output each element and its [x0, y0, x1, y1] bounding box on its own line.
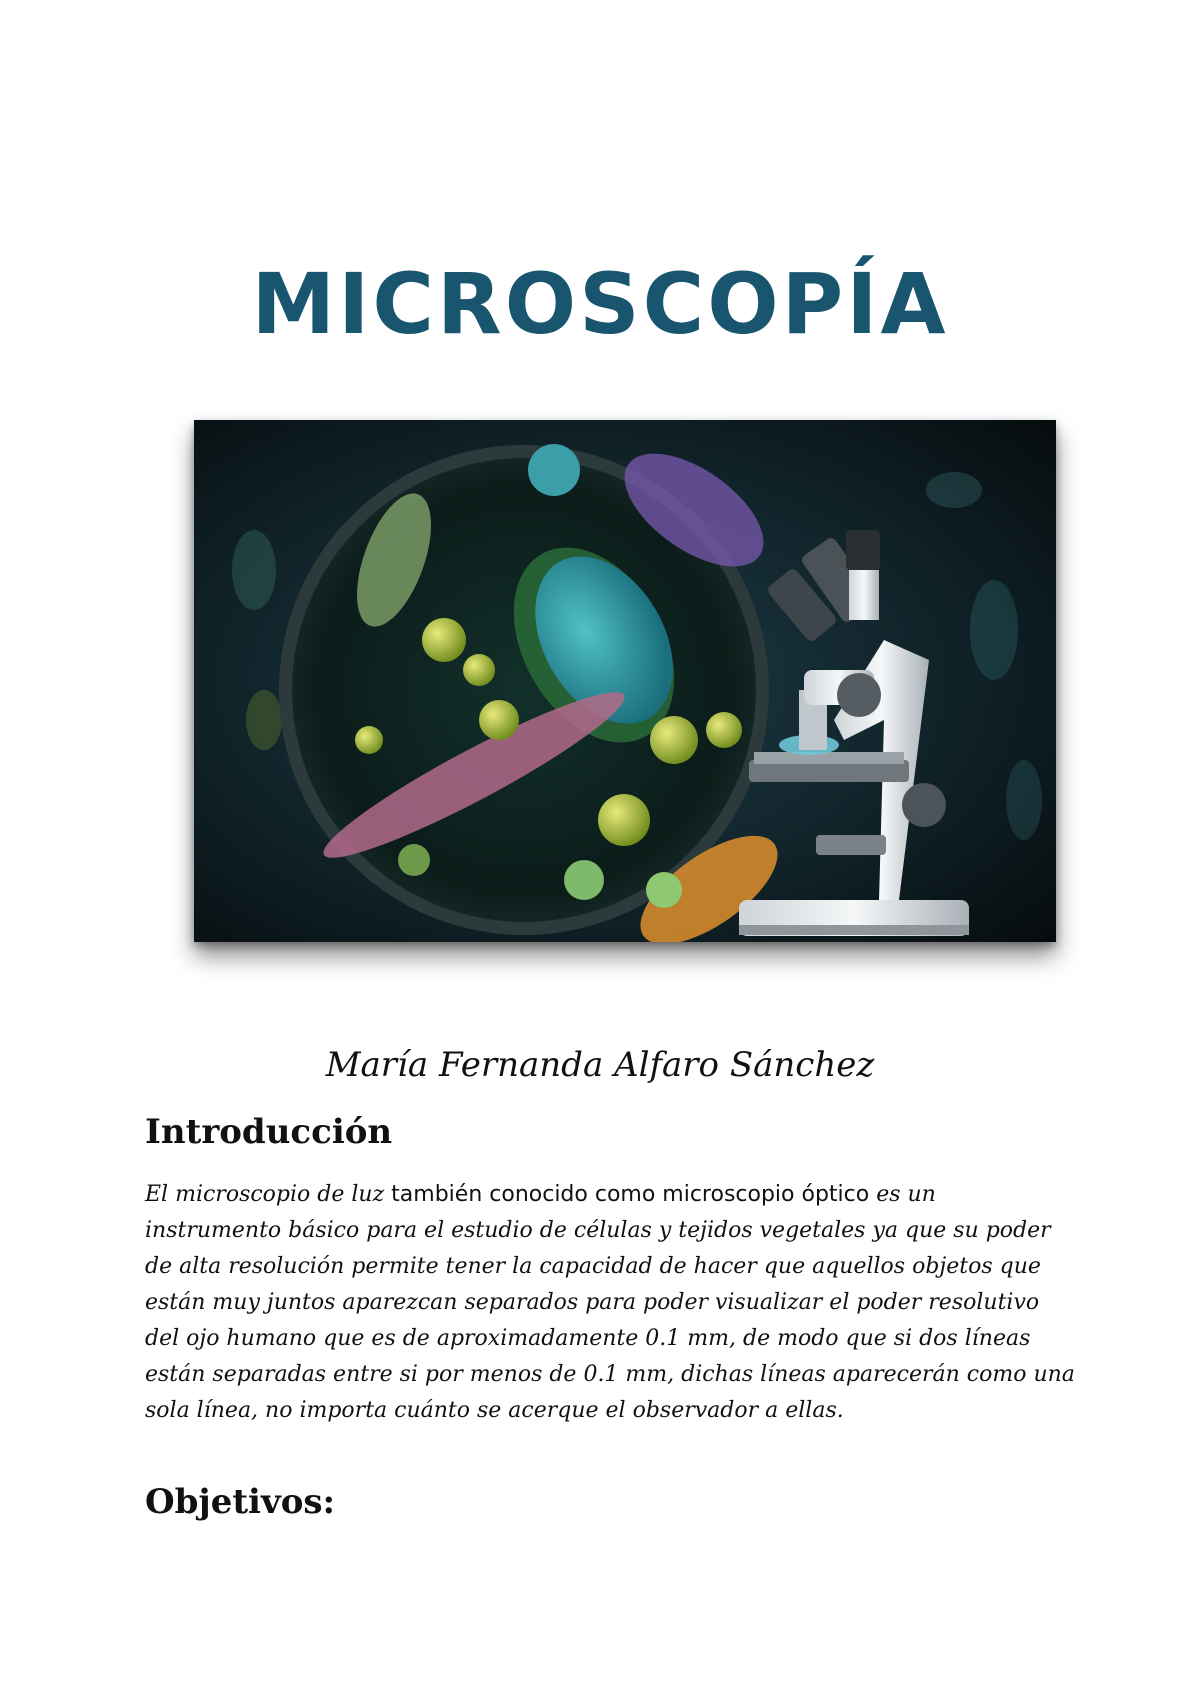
document-title: MICROSCOPÍA	[251, 255, 949, 353]
objectives-heading: Objetivos:	[145, 1482, 336, 1522]
introduction-heading: Introducción	[145, 1112, 393, 1152]
intro-text-part3: es un instrumento básico para el estudio de células y tejidos vegetales ya que su poder de alta resolución permite tener la capacidad de hacer que aquellos objetos que están muy juntos aparezcan separados para poder visualizar el poder resolutivo del ojo humano que es de aproximadamente 0.1 mm, de modo que si dos líneas están separadas entre si por menos de 0.1 mm, dichas líneas aparecerán como una sola línea, no importa cuánto se acerque el observador a ellas.	[145, 1182, 1075, 1423]
author-name: María Fernanda Alfaro Sánchez	[325, 1045, 875, 1085]
microscope-cells-illustration	[194, 420, 1056, 942]
intro-text-part2: también conocido como microscopio óptico	[391, 1182, 870, 1207]
intro-text-part1: El microscopio de luz	[145, 1182, 392, 1207]
introduction-paragraph	[145, 1177, 1075, 1429]
